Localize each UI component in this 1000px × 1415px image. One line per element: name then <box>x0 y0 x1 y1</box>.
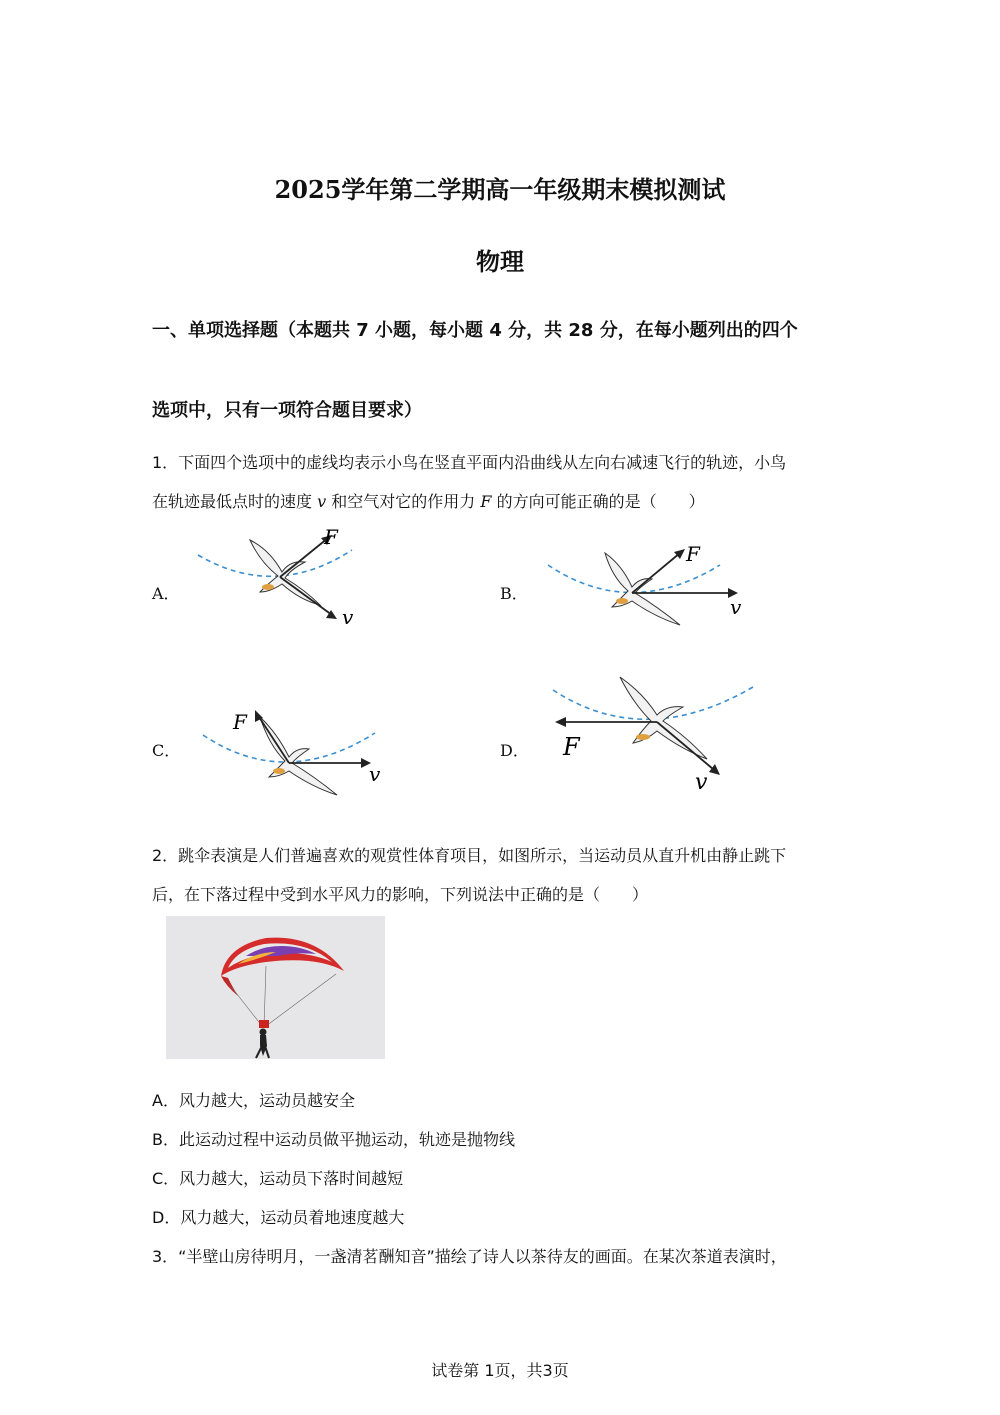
var-F: F <box>480 492 492 511</box>
q1-option-d-label: D． <box>500 741 529 760</box>
velocity-label-v: v <box>730 595 742 619</box>
q1-stem-line2: 在轨迹最低点时的速度 v 和空气对它的作用力 F 的方向可能正确的是（ ） <box>152 492 705 511</box>
velocity-label-v: v <box>342 605 354 629</box>
q2-stem-line2: 后，在下落过程中受到水平风力的影响，下列说法中正确的是（ ） <box>152 885 649 904</box>
velocity-label-v: v <box>695 770 708 795</box>
q2-stem-line1: 2．跳伞表演是人们普遍喜欢的观赏性体育项目，如图所示，当运动员从直升机由静止跳下 <box>152 846 787 865</box>
q1-option-c-figure <box>195 705 395 805</box>
q1-option-c-label: C． <box>152 741 181 760</box>
q1-option-b-label: B． <box>500 584 528 603</box>
var-v: v <box>317 492 327 511</box>
q2-option-d: D．风力越大，运动员着地速度越大 <box>152 1208 405 1227</box>
force-label-F: F <box>324 525 338 549</box>
force-label-F: F <box>686 542 700 566</box>
q2-option-a: A．风力越大，运动员越安全 <box>152 1091 355 1110</box>
q2-option-c: C．风力越大，运动员下落时间越短 <box>152 1169 404 1188</box>
force-label-F: F <box>233 710 247 734</box>
parachute-photo <box>166 916 385 1059</box>
q1-option-b-figure <box>540 535 760 635</box>
section-heading-line2: 选项中，只有一项符合题目要求） <box>152 400 422 421</box>
q1-stem-line1: 1．下面四个选项中的虚线均表示小鸟在竖直平面内沿曲线从左向右减速飞行的轨迹，小鸟 <box>152 453 787 472</box>
bird-icon <box>605 553 680 625</box>
section-heading-line1: 一、单项选择题（本题共 7 小题，每小题 4 分，共 28 分，在每小题列出的四个 <box>152 320 798 341</box>
q3-stem-line1: 3．“半壁山房待明月，一盏清茗酬知音”描绘了诗人以茶待友的画面。在某次茶道表演时， <box>152 1247 787 1266</box>
force-label-F: F <box>563 733 580 761</box>
velocity-label-v: v <box>369 762 381 786</box>
q2-option-b: B．此运动过程中运动员做平抛运动，轨迹是抛物线 <box>152 1130 515 1149</box>
q1-option-d-figure <box>545 675 760 800</box>
page-footer: 试卷第 1页，共3页 <box>431 1361 569 1380</box>
subject-title: 物理 <box>476 247 524 276</box>
exam-title: 2025学年第二学期高一年级期末模拟测试 <box>274 175 726 204</box>
q1-option-a-figure <box>190 520 370 635</box>
q1-option-a-label: A． <box>152 584 180 603</box>
